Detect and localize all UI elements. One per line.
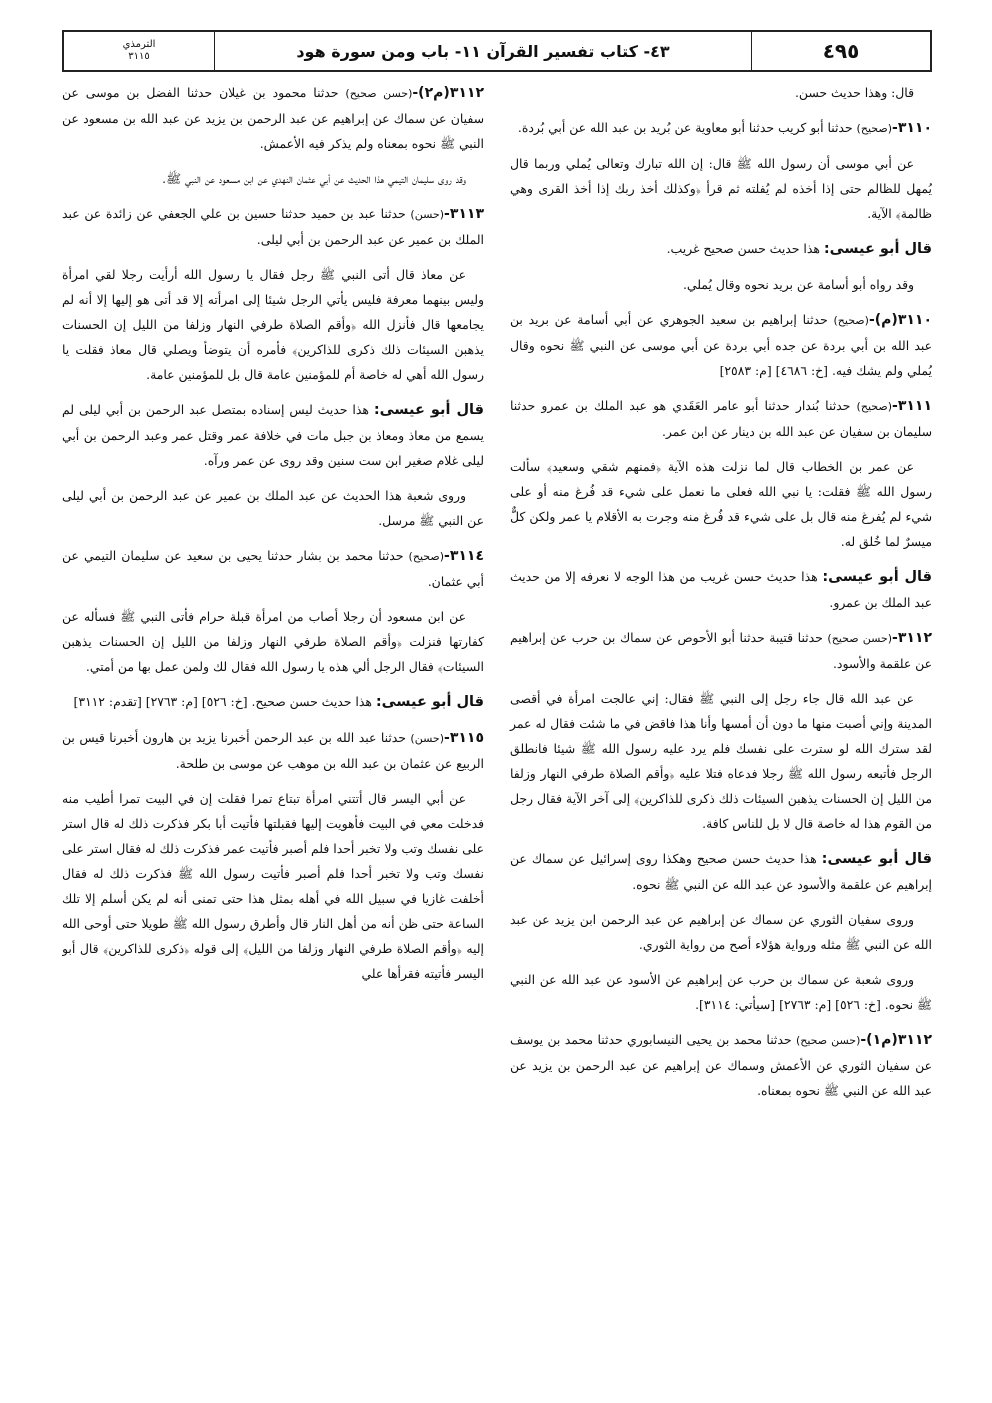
hadith-text — [62, 604, 484, 679]
hadith-entry — [510, 115, 932, 141]
hadith-grade: (حسن) — [410, 732, 444, 745]
hadith-reference — [64, 32, 214, 70]
abu-isa-label: قال أبو عيسى: — [373, 402, 484, 418]
hadith-number: ٣١١٢- — [892, 630, 932, 646]
paragraph-text: حدثنا أبو كريب حدثنا أبو معاوية عن بُريد بن عبد الله عن أبي بُردة. — [517, 120, 857, 135]
hadith-grade: (صحيح) — [408, 550, 444, 563]
hadith-number: ٣١١٣- — [444, 206, 484, 222]
abu-isa-label: قال أبو عيسى: — [823, 241, 932, 257]
hadith-entry — [62, 201, 484, 252]
paragraph-text: حدثنا بُندار حدثنا أبو عامر العَقَدي هو عبد الملك بن عمرو حدثنا سليمان بن سفيان عن عبد الله بن دينار عن ابن عمر. — [510, 398, 932, 439]
hadith-grade: (حسن صحيح) — [345, 87, 413, 100]
paragraph-text: وقد روى سليمان التيمي هذا الحديث عن أبي عثمان النهدي عن ابن مسعود عن النبي ﷺ. — [162, 171, 466, 186]
hadith-number: ٣١١٥- — [444, 730, 484, 746]
hadith-grade: (صحيح) — [856, 122, 892, 135]
page-number: ٤٩٥ — [751, 32, 930, 70]
paragraph-text: حدثنا عبد الله بن عبد الرحمن أخبرنا يزيد بن هارون أخبرنا قيس بن الربيع عن عثمان بن عبد الله بن موهب عن موسى بن طلحة. — [62, 730, 484, 771]
reference-book: الترمذي — [122, 38, 156, 50]
book-page — [62, 30, 932, 1370]
left-column — [62, 80, 492, 1370]
paragraph-text: عن أبي موسى أن رسول الله ﷺ قال: إن الله تبارك وتعالى يُملي وربما قال يُمهل للظالم حتى إذا أخذه لم يُفلته ثم قرأ ﴿وكذلك أخذ ربك إذا أخذ القرى وهي ظالمة﴾ الآية. — [510, 156, 932, 221]
hadith-number: ٣١١٢(م١)- — [860, 1032, 932, 1048]
hadith-entry — [510, 1027, 932, 1103]
hadith-text — [510, 454, 932, 554]
hadith-grade: (حسن صحيح) — [827, 632, 892, 645]
paragraph-text: وروى شعبة هذا الحديث عن عبد الملك بن عمير عن عبد الرحمن بن أبي ليلى عن النبي ﷺ مرسل. — [62, 488, 484, 528]
abu-isa-label: قال أبو عيسى: — [375, 694, 484, 710]
abu-isa-label: قال أبو عيسى: — [821, 851, 932, 867]
paragraph-text: هذا حديث حسن صحيح. [خ: ٥٢٦] [م: ٢٧٦٣] [تقدم: ٣١١٢] — [73, 694, 376, 709]
paragraph-text: وروى شعبة عن سماك بن حرب عن إبراهيم عن الأسود عن عبد الله عن النبي ﷺ نحوه. [خ: ٥٢٦] [م: ٢٧٦٣] [سيأتي: ٣١١٤]. — [510, 972, 932, 1012]
paragraph-text: وقد رواه أبو أسامة عن بريد نحوه وقال يُملي. — [682, 277, 914, 292]
paragraph-text: عن عمر بن الخطاب قال لما نزلت هذه الآية ﴿فمنهم شقي وسعيد﴾ سألت رسول الله ﷺ فقلت: يا نبي الله فعلى ما نعمل على شيء قد فُرغ منه أو على شيء لم يُفرغ منه قال بل على شيء قد فُرغ منه وجرت به الأقلام يا عمر ولكن كلٌّ ميسرٌ لما خُلق له. — [510, 459, 932, 549]
paragraph-text: حدثنا قتيبة حدثنا أبو الأحوص عن سماك بن حرب عن إبراهيم عن علقمة والأسود. — [510, 630, 932, 671]
hadith-text — [510, 272, 932, 297]
commentary-note — [62, 397, 484, 473]
paragraph-text: عن أبي اليسر قال أتتني امرأة تبتاع تمرا فقلت إن في البيت تمرا أطيب منه فدخلت معي في البيت فأهويت إليها فقبلتها فأتيت أبا بكر فذكرت ذلك له قال استر على نفسك وتب ولا تخبر أحدا فلم أصبر فأتيت عمر فذكرت ذلك له فقال استر على نفسك وتب ولا تخبر أحدا فلم أصبر فأتيت رسول الله ﷺ فذكرت ذلك له فقال أخلفت غازيا في سبيل الله في أهله بمثل هذا حتى تمنى أنه لم يكن أسلم إلا تلك الساعة حتى ظن أنه من أهل النار قال وأطرق رسول الله ﷺ طويلا حتى أوحى الله إليه ﴿وأقم الصلاة طرفي النهار وزلفا من الليل﴾ إلى قوله ﴿ذكرى للذاكرين﴾ قال أبو اليسر فأتيته فقرأها علي — [62, 791, 484, 981]
hadith-text — [510, 907, 932, 957]
hadith-entry — [510, 307, 932, 383]
commentary-note — [510, 564, 932, 615]
hadith-number: ٣١١٠- — [892, 120, 932, 136]
hadith-number: ٣١١٠(م)- — [868, 312, 932, 328]
paragraph-text: وروى سفيان الثوري عن سماك عن إبراهيم عن عبد الرحمن ابن يزيد عن عبد الله عن النبي ﷺ مثله ورواية هؤلاء أصح من رواية الثوري. — [510, 912, 932, 952]
paragraph-text: عن عبد الله قال جاء رجل إلى النبي ﷺ فقال: إني عالجت امرأة في أقصى المدينة وإني أصبت منها ما دون أن أمسها وأنا هذا فاقض في ما شئت فقال له عمر لقد سترك الله لو سترت على نفسك فلم يرد عليه رسول الله ﷺ شيئا فانطلق الرجل فأتبعه رسول الله ﷺ رجلا فدعاه فتلا عليه ﴿وأقم الصلاة طرفي النهار وزلفا من الليل إن الحسنات يذهبن السيئات ذلك ذكرى للذاكرين﴾ إلى آخر الآية فقال رجل من القوم هذا له خاصة قال لا بل للناس كافة. — [510, 691, 932, 831]
hadith-grade: (صحيح) — [833, 314, 869, 327]
hadith-grade: (حسن) — [410, 208, 444, 221]
hadith-entry — [62, 543, 484, 594]
commentary-note — [510, 846, 932, 897]
paragraph-text: هذا حديث حسن صحيح غريب. — [666, 241, 824, 256]
hadith-text — [62, 262, 484, 387]
hadith-entry — [510, 625, 932, 676]
paragraph-text: عن معاذ قال أتى النبي ﷺ رجل فقال يا رسول الله أرأيت رجلا لقي امرأة وليس بينهما معرفة فليس يأتي الرجل شيئا إلى امرأته إلا قد أتى هو إليها إلا أنه لم يجامعها قال فأنزل الله ﴿وأقم الصلاة طرفي النهار وزلفا من الليل إن الحسنات يذهبن السيئات ذلك ذكرى للذاكرين﴾ فأمره أن يتوضأ ويصلي قال معاذ فقلت يا رسول الله أهي له خاصة أم للمؤمنين عامة قال بل للمؤمنين عامة. — [62, 267, 484, 382]
hadith-entry — [62, 80, 484, 156]
hadith-number: ٣١١٤- — [444, 548, 484, 564]
paragraph-text: حدثنا عبد بن حميد حدثنا حسين بن علي الجعفي عن زائدة عن عبد الملك بن عمير عن عبد الرحمن بن أبي ليلى. — [62, 206, 484, 247]
abu-isa-label: قال أبو عيسى: — [822, 569, 932, 585]
text-columns — [62, 80, 932, 1370]
hadith-text — [62, 166, 484, 191]
hadith-grade: (حسن صحيح) — [795, 1034, 861, 1047]
chapter-title: ٤٣- كتاب تفسير القرآن ١١- باب ومن سورة هود — [214, 32, 751, 70]
paragraph-text: حدثنا محمد بن يحيى النيسابوري حدثنا محمد بن يوسف عن سفيان الثوري عن الأعمش وسماك عن إبراهيم عن عبد الرحمن بن يزيد عن عبد الله عن النبي ﷺ نحوه بمعناه. — [510, 1032, 932, 1098]
paragraph-text: حدثنا محمود بن غيلان حدثنا الفضل بن موسى عن سفيان عن سماك عن إبراهيم عن عبد الرحمن بن يزيد عن عبد الله بن مسعود عن النبي ﷺ نحوه بمعناه ولم يذكر فيه الأعمش. — [62, 85, 484, 151]
paragraph-text: قال: وهذا حديث حسن. — [794, 85, 914, 100]
right-column — [502, 80, 932, 1370]
paragraph-text: عن ابن مسعود أن رجلا أصاب من امرأة قبلة حرام فأتى النبي ﷺ فسأله عن كفارتها فنزلت ﴿وأقم الصلاة طرفي النهار وزلفا من الليل إن الحسنات يذهبن السيئات﴾ فقال الرجل ألي هذه يا رسول الله فقال لك ولمن عمل بها من أمتي. — [62, 609, 484, 674]
hadith-text — [62, 483, 484, 533]
hadith-text — [510, 151, 932, 226]
hadith-entry — [510, 393, 932, 444]
hadith-text — [510, 80, 932, 105]
hadith-number: ٣١١٢(م٢)- — [412, 85, 484, 101]
paragraph-text: هذا حديث حسن صحيح وهكذا روى إسرائيل عن سماك عن إبراهيم عن علقمة والأسود عن عبد الله عن النبي ﷺ نحوه. — [510, 851, 932, 892]
hadith-text — [510, 686, 932, 836]
hadith-text — [510, 967, 932, 1017]
page-header — [62, 30, 932, 72]
hadith-grade: (صحيح) — [856, 400, 892, 413]
commentary-note — [62, 689, 484, 715]
paragraph-text: حدثنا محمد بن بشار حدثنا يحيى بن سعيد عن سليمان التيمي عن أبي عثمان. — [62, 548, 484, 589]
hadith-text — [62, 786, 484, 986]
hadith-number: ٣١١١- — [892, 398, 932, 414]
paragraph-text: هذا حديث حسن غريب من هذا الوجه لا نعرفه إلا من حديث عبد الملك بن عمرو. — [510, 569, 932, 610]
paragraph-text: حدثنا إبراهيم بن سعيد الجوهري عن أبي أسامة عن بريد بن عبد الله بن أبي بردة عن جده أبي بردة عن أبي موسى عن النبي ﷺ نحوه وقال يُملي ولم يشك فيه. [خ: ٤٦٨٦] [م: ٢٥٨٣] — [510, 312, 932, 378]
hadith-entry — [62, 725, 484, 776]
paragraph-text: هذا حديث ليس إسناده بمتصل عبد الرحمن بن أبي ليلى لم يسمع من معاذ ومعاذ بن جبل مات في خلافة عمر وقتل عمر وعبد الرحمن بن أبي ليلى غلام صغير ابن ست سنين وقد روى عن عمر ورآه. — [62, 402, 484, 468]
reference-number: ٣١١٥ — [128, 51, 150, 62]
commentary-note — [510, 236, 932, 262]
